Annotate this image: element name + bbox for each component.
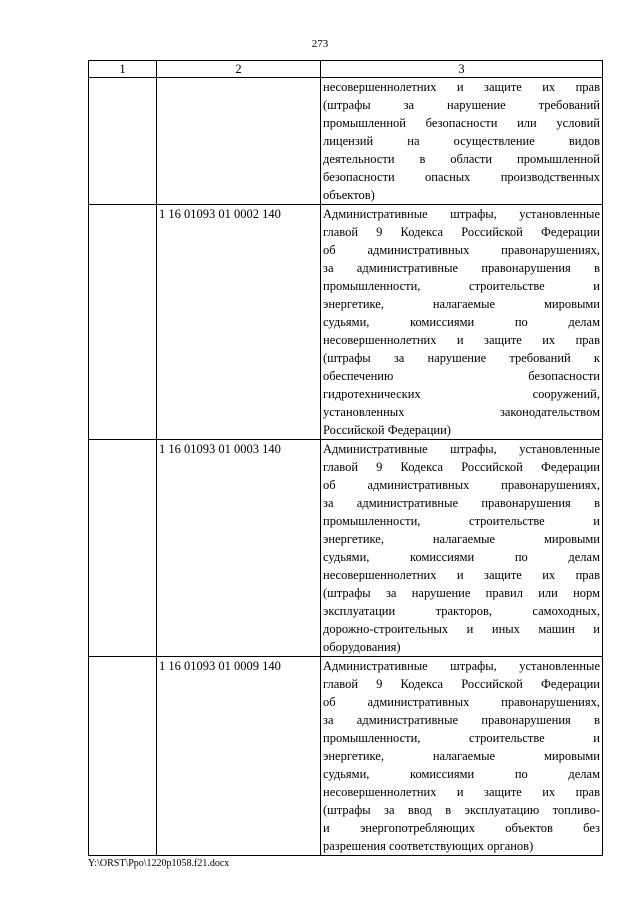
table-row (89, 78, 603, 205)
description-line: Административные штрафы, установленные (323, 442, 600, 456)
header-col-3: 3 (321, 61, 603, 78)
page-number: 273 (311, 38, 329, 50)
col1-cell (89, 205, 157, 440)
footer-file-path: Y:\ORST\Ppo\1220p1058.f21.docx (88, 858, 230, 869)
description-line: лицензий на осуществление видов (323, 134, 600, 148)
description-line: гидротехнических сооружений, (323, 387, 600, 401)
description-line: дорожно-строительных и иных машин и (323, 622, 600, 636)
description-line: главой 9 Кодекса Российской Федерации (323, 225, 600, 239)
description-line: безопасности опасных производственных (323, 170, 600, 184)
description-line: об административных правонарушениях, (323, 478, 600, 492)
description-line: промышленности, строительстве и (323, 731, 600, 745)
description-line: обеспечению безопасности (323, 369, 600, 383)
description-cell (321, 657, 603, 856)
description-line: судьями, комиссиями по делам (323, 315, 600, 329)
description-line: энергетике, налагаемые мировыми (323, 532, 600, 546)
description-line: и энергопотребляющих объектов без (323, 821, 600, 835)
description-line: несовершеннолетних и защите их прав (323, 785, 600, 799)
description-line: установленных законодательством (323, 405, 600, 419)
description-line: Российской Федерации) (323, 423, 451, 437)
description-line: промышленности, строительстве и (323, 514, 600, 528)
description-cell (321, 78, 603, 205)
description-line: несовершеннолетних и защите их прав (323, 568, 600, 582)
budget-code-cell (157, 78, 321, 205)
description-line: главой 9 Кодекса Российской Федерации (323, 460, 600, 474)
description-line: за административные правонарушения в (323, 713, 600, 727)
description-line: разрешения соответствующих органов) (323, 839, 534, 853)
col1-cell (89, 78, 157, 205)
table-row (89, 440, 603, 657)
header-col-1: 1 (89, 61, 157, 78)
description-line: за административные правонарушения в (323, 261, 600, 275)
description-line: эксплуатации тракторов, самоходных, (323, 604, 600, 618)
description-line: объектов) (323, 188, 375, 202)
description-line: (штрафы за нарушение требований к (323, 351, 600, 365)
description-line: промышленной безопасности или условий (323, 116, 600, 130)
description-line: энергетике, налагаемые мировыми (323, 297, 600, 311)
description-cell (321, 440, 603, 657)
description-line: об административных правонарушениях, (323, 243, 600, 257)
budget-code-cell: 1 16 01093 01 0002 140 (157, 205, 321, 440)
description-cell (321, 205, 603, 440)
col1-cell (89, 440, 157, 657)
budget-code-cell: 1 16 01093 01 0003 140 (157, 440, 321, 657)
description-line: (штрафы за нарушение правил или норм (323, 586, 600, 600)
description-line: за административные правонарушения в (323, 496, 600, 510)
description-line: промышленности, строительстве и (323, 279, 600, 293)
description-line: Административные штрафы, установленные (323, 659, 600, 673)
table-row (89, 205, 603, 440)
description-line: несовершеннолетних и защите их прав (323, 80, 600, 94)
header-col-2: 2 (157, 61, 321, 78)
description-line: оборудования) (323, 640, 401, 654)
description-line: судьями, комиссиями по делам (323, 550, 600, 564)
document-table (88, 60, 603, 856)
description-line: главой 9 Кодекса Российской Федерации (323, 677, 600, 691)
budget-code-cell: 1 16 01093 01 0009 140 (157, 657, 321, 856)
table-row (89, 657, 603, 856)
description-line: энергетике, налагаемые мировыми (323, 749, 600, 763)
description-line: (штрафы за ввод в эксплуатацию топливо- (323, 803, 600, 817)
description-line: судьями, комиссиями по делам (323, 767, 600, 781)
description-line: несовершеннолетних и защите их прав (323, 333, 600, 347)
table-header-row (89, 61, 603, 78)
description-line: Административные штрафы, установленные (323, 207, 600, 221)
col1-cell (89, 657, 157, 856)
description-line: деятельности в области промышленной (323, 152, 600, 166)
description-line: об административных правонарушениях, (323, 695, 600, 709)
description-line: (штрафы за нарушение требований (323, 98, 600, 112)
